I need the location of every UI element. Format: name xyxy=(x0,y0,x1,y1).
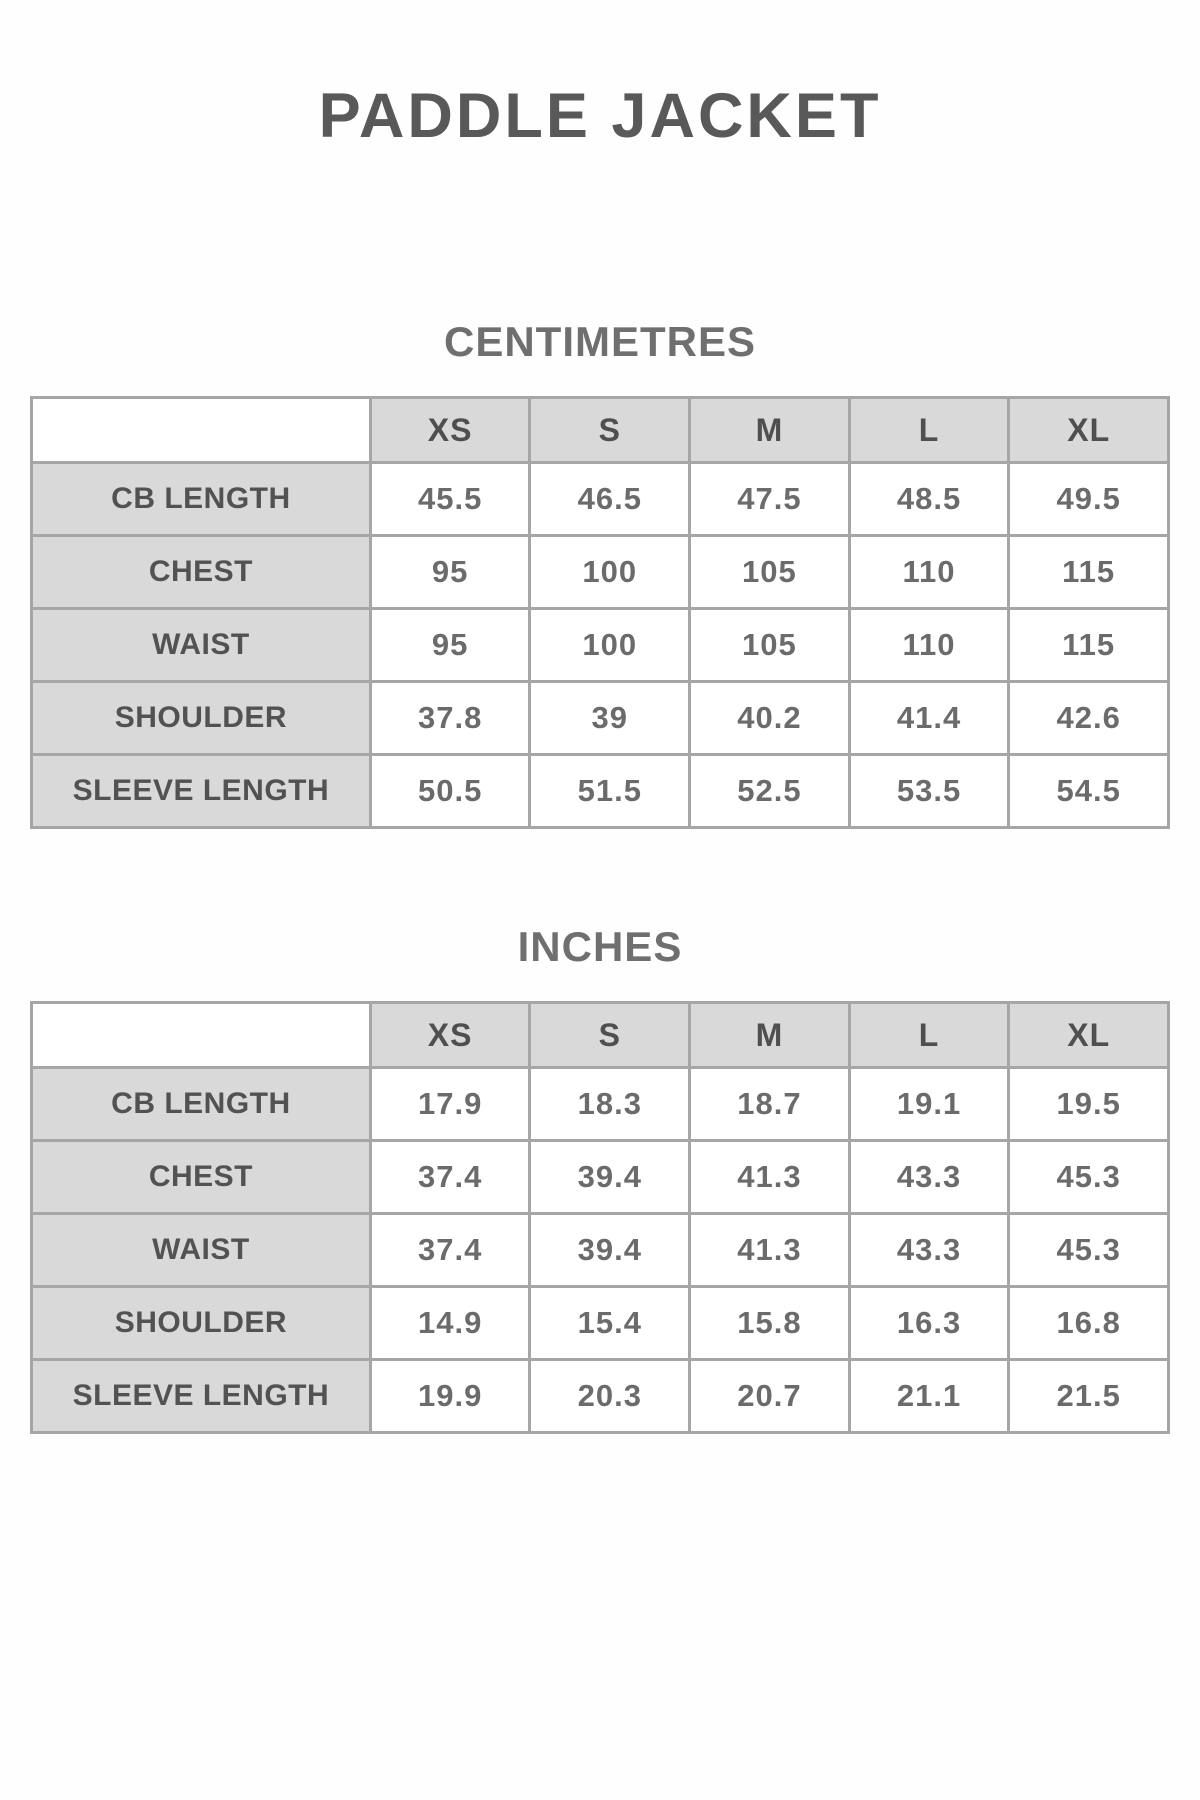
size-value-cell: 47.5 xyxy=(690,463,850,536)
row-label: SLEEVE LENGTH xyxy=(32,1360,371,1433)
size-value-cell: 37.8 xyxy=(370,682,530,755)
size-value-cell: 20.3 xyxy=(530,1360,690,1433)
size-value-cell: 39.4 xyxy=(530,1214,690,1287)
corner-cell xyxy=(32,398,371,463)
table-row-chest xyxy=(32,536,1169,609)
size-value-cell: 21.1 xyxy=(849,1360,1009,1433)
size-column-header-s: S xyxy=(530,398,690,463)
size-column-header-l: L xyxy=(849,1003,1009,1068)
size-column-header-m: M xyxy=(690,1003,850,1068)
size-column-header-xs: XS xyxy=(370,398,530,463)
size-value-cell: 40.2 xyxy=(690,682,850,755)
row-label: SHOULDER xyxy=(32,682,371,755)
table-row-waist xyxy=(32,1214,1169,1287)
table-row-sleeve-length xyxy=(32,755,1169,828)
size-value-cell: 15.4 xyxy=(530,1287,690,1360)
centimetres-table xyxy=(30,396,1170,829)
size-value-cell: 19.9 xyxy=(370,1360,530,1433)
size-column-header-l: L xyxy=(849,398,1009,463)
size-value-cell: 37.4 xyxy=(370,1141,530,1214)
table-row-cb-length xyxy=(32,463,1169,536)
size-value-cell: 49.5 xyxy=(1009,463,1169,536)
size-value-cell: 46.5 xyxy=(530,463,690,536)
inches-section xyxy=(0,925,1200,1434)
size-value-cell: 51.5 xyxy=(530,755,690,828)
table-row-sleeve-length xyxy=(32,1360,1169,1433)
corner-cell xyxy=(32,1003,371,1068)
size-value-cell: 41.3 xyxy=(690,1141,850,1214)
size-value-cell: 54.5 xyxy=(1009,755,1169,828)
size-value-cell: 52.5 xyxy=(690,755,850,828)
size-value-cell: 110 xyxy=(849,536,1009,609)
size-value-cell: 115 xyxy=(1009,609,1169,682)
page-title: PADDLE JACKET xyxy=(318,81,882,151)
size-column-header-xs: XS xyxy=(370,1003,530,1068)
size-value-cell: 95 xyxy=(370,536,530,609)
size-value-cell: 37.4 xyxy=(370,1214,530,1287)
size-value-cell: 48.5 xyxy=(849,463,1009,536)
size-value-cell: 45.5 xyxy=(370,463,530,536)
table-row-cb-length xyxy=(32,1068,1169,1141)
row-label: WAIST xyxy=(32,1214,371,1287)
centimetres-heading: CENTIMETRES xyxy=(443,318,756,365)
header-row xyxy=(32,398,1169,463)
size-value-cell: 16.8 xyxy=(1009,1287,1169,1360)
size-value-cell: 14.9 xyxy=(370,1287,530,1360)
size-value-cell: 18.7 xyxy=(690,1068,850,1141)
size-value-cell: 100 xyxy=(530,536,690,609)
size-value-cell: 39.4 xyxy=(530,1141,690,1214)
size-value-cell: 19.1 xyxy=(849,1068,1009,1141)
size-value-cell: 115 xyxy=(1009,536,1169,609)
row-label: CB LENGTH xyxy=(32,463,371,536)
size-value-cell: 15.8 xyxy=(690,1287,850,1360)
table-row-shoulder xyxy=(32,1287,1169,1360)
size-value-cell: 105 xyxy=(690,536,850,609)
size-value-cell: 105 xyxy=(690,609,850,682)
size-value-cell: 16.3 xyxy=(849,1287,1009,1360)
size-value-cell: 45.3 xyxy=(1009,1141,1169,1214)
row-label: SHOULDER xyxy=(32,1287,371,1360)
size-value-cell: 41.4 xyxy=(849,682,1009,755)
header-row xyxy=(32,1003,1169,1068)
size-value-cell: 39 xyxy=(530,682,690,755)
table-row-waist xyxy=(32,609,1169,682)
size-column-header-xl: XL xyxy=(1009,398,1169,463)
size-value-cell: 43.3 xyxy=(849,1141,1009,1214)
size-value-cell: 19.5 xyxy=(1009,1068,1169,1141)
size-column-header-m: M xyxy=(690,398,850,463)
centimetres-section xyxy=(0,320,1200,829)
size-column-header-s: S xyxy=(530,1003,690,1068)
inches-heading: INCHES xyxy=(517,923,683,970)
size-value-cell: 53.5 xyxy=(849,755,1009,828)
row-label: CHEST xyxy=(32,536,371,609)
table-row-shoulder xyxy=(32,682,1169,755)
inches-table xyxy=(30,1001,1170,1434)
size-value-cell: 17.9 xyxy=(370,1068,530,1141)
size-column-header-xl: XL xyxy=(1009,1003,1169,1068)
size-value-cell: 43.3 xyxy=(849,1214,1009,1287)
row-label: WAIST xyxy=(32,609,371,682)
size-value-cell: 100 xyxy=(530,609,690,682)
size-value-cell: 21.5 xyxy=(1009,1360,1169,1433)
size-value-cell: 45.3 xyxy=(1009,1214,1169,1287)
row-label: SLEEVE LENGTH xyxy=(32,755,371,828)
size-value-cell: 42.6 xyxy=(1009,682,1169,755)
size-value-cell: 20.7 xyxy=(690,1360,850,1433)
row-label: CHEST xyxy=(32,1141,371,1214)
row-label: CB LENGTH xyxy=(32,1068,371,1141)
table-row-chest xyxy=(32,1141,1169,1214)
size-value-cell: 41.3 xyxy=(690,1214,850,1287)
size-value-cell: 18.3 xyxy=(530,1068,690,1141)
size-value-cell: 110 xyxy=(849,609,1009,682)
size-value-cell: 95 xyxy=(370,609,530,682)
size-value-cell: 50.5 xyxy=(370,755,530,828)
